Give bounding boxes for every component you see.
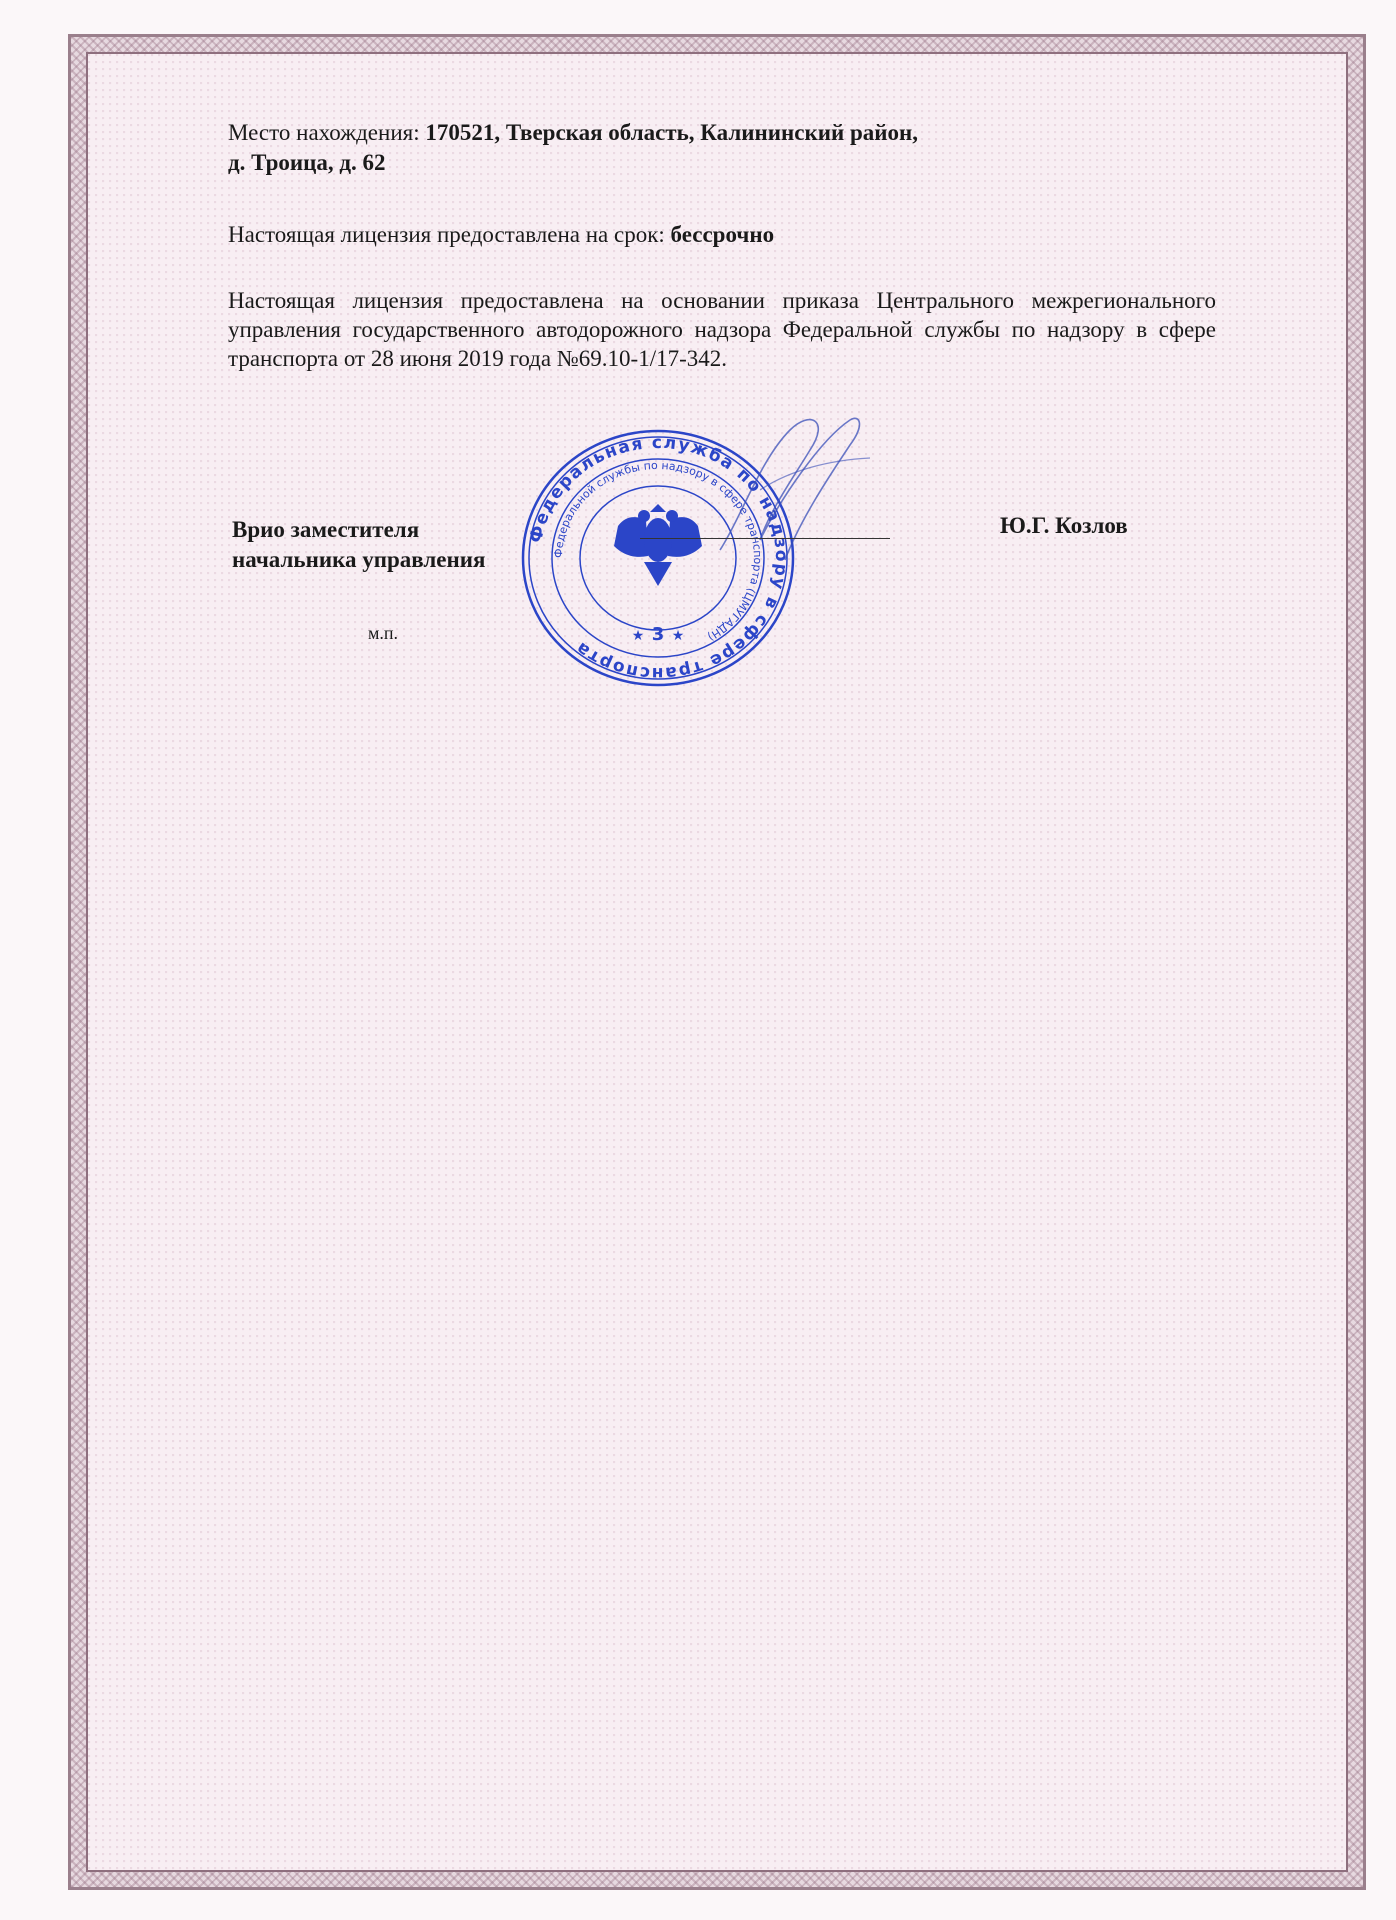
signatory-name: Ю.Г. Козлов <box>1000 513 1128 538</box>
handwritten-signature <box>700 400 880 570</box>
svg-text:3: 3 <box>651 624 665 645</box>
address-paragraph <box>228 118 1216 178</box>
term-paragraph <box>228 220 1216 250</box>
address-value-line2: д. Троица, д. 62 <box>228 150 386 175</box>
signatory-title-line1: Врио заместителя <box>232 517 420 542</box>
basis-paragraph <box>228 286 1216 373</box>
seal-place-mark: м.п. <box>368 623 399 643</box>
signatory-title <box>232 515 572 575</box>
address-value-line1: 170521, Тверская область, Калининский район, <box>425 120 919 145</box>
address-label: Место нахождения: <box>228 120 426 145</box>
svg-text:★: ★ <box>631 629 645 644</box>
term-label: Настоящая лицензия предоставлена на срок: <box>228 222 671 247</box>
svg-text:Федеральная служба по надзору: Федеральная служба по надзору в сфере транспорта <box>525 432 792 684</box>
svg-text:Федеральной службы по надзору: Федеральной службы по надзору в сфере транспорта (ЦМУГАДН) <box>551 458 765 644</box>
svg-text:★: ★ <box>671 629 685 644</box>
basis-text: Настоящая лицензия предоставлена на основании приказа Центрального межрегионального управления государственного автодорожного надзора Федеральной службы по надзору в сфере транспорта от 28 июня 2019 года №69.10-1/17-342. <box>228 288 1216 371</box>
signature-line <box>640 538 890 539</box>
signatory-title-line2: начальника управления <box>232 547 486 572</box>
term-value: бессрочно <box>670 222 775 247</box>
